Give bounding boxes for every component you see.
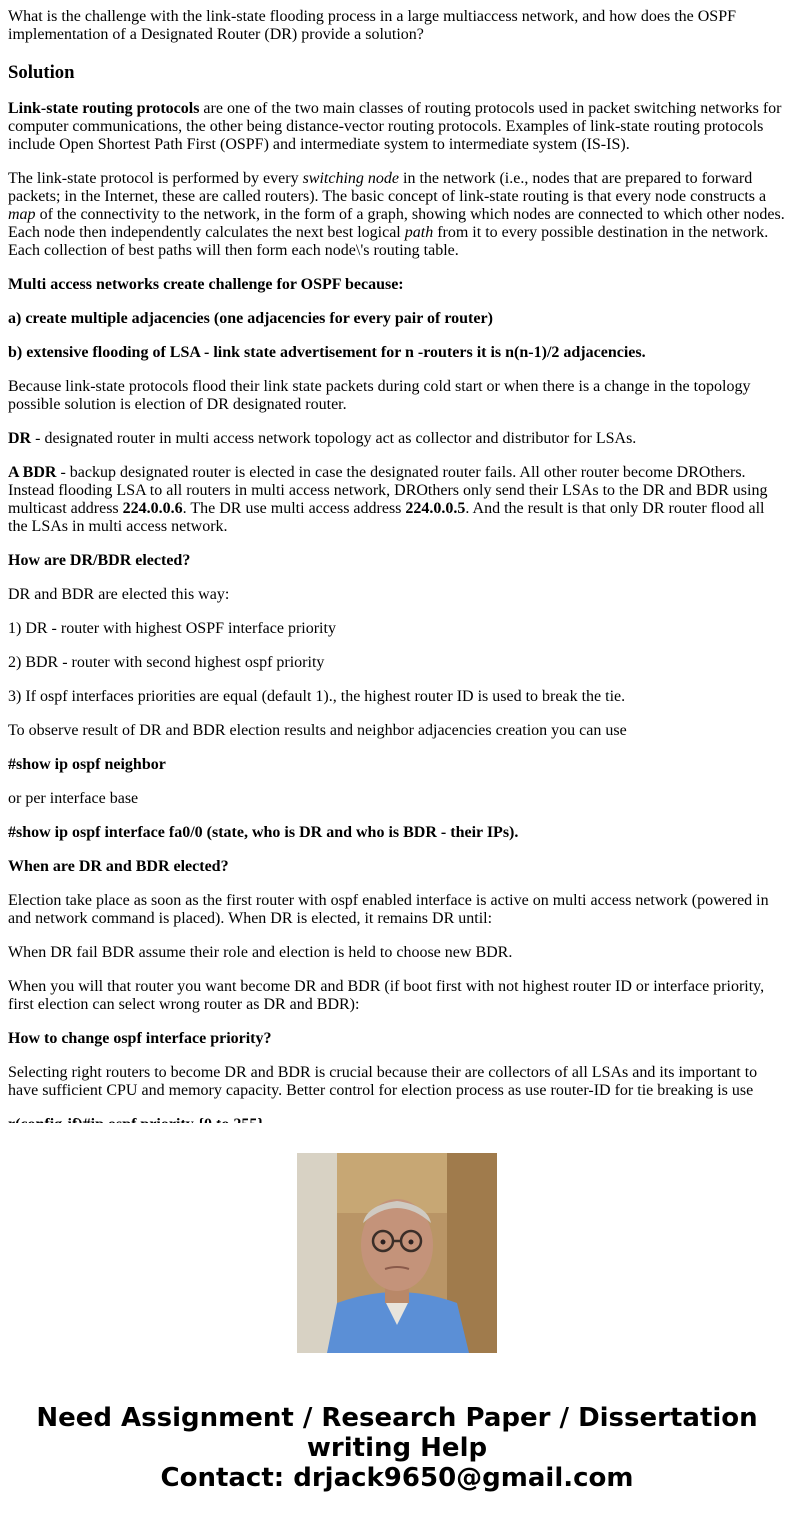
intro-paragraph xyxy=(8,100,786,154)
intro-bold: Link-state routing protocols xyxy=(8,100,200,117)
dr-bold: DR xyxy=(8,430,32,447)
concept-g: from it to every possible destination in the network. Each collection of best paths will then form each node\'s routing table. xyxy=(8,224,769,259)
multi-access-heading xyxy=(8,276,786,294)
concept-switching-node: switching node xyxy=(302,170,400,187)
election-paragraph: Election take place as soon as the first router with ospf enabled interface is active on multi access network (powered in and network command is placed). When DR is elected, it remains DR until: xyxy=(8,892,769,927)
bdr-text-3: . And the result is that only DR router flood all the LSAs in multi access network. xyxy=(8,500,765,535)
concept-e: of the connectivity to the network, in the form of a graph, showing which nodes are connected to which other nodes. Each node then independently calculates the next best logical xyxy=(8,206,785,241)
when-elected-heading xyxy=(8,858,786,876)
multi-access-heading-text: Multi access networks create challenge for OSPF because: xyxy=(8,276,404,293)
command-interface-text: #show ip ospf interface fa0/0 (state, who is DR and who is BDR - their IPs). xyxy=(8,824,519,841)
question-text: What is the challenge with the link-state flooding process in a large multiaccess network, and how does the OSPF implementation of a Designated Router (DR) provide a solution? xyxy=(8,8,736,43)
per-interface-text: or per interface base xyxy=(8,790,139,807)
point-a xyxy=(8,310,786,328)
bdr-bold: A BDR xyxy=(8,464,57,481)
when-you-paragraph: When you will that router you want become DR and BDR (if boot first with not highest router ID or interface priority, first election can select wrong router as DR and BDR): xyxy=(8,978,765,1013)
bdr-text-2: . The DR use multi access address xyxy=(182,500,406,517)
concept-map: map xyxy=(8,206,36,223)
command-interface xyxy=(8,824,786,842)
concept-a: The link-state protocol is performed by every xyxy=(8,170,303,187)
contact-line-1: Need Assignment / Research Paper / Dissertation xyxy=(36,1403,758,1433)
article-content xyxy=(8,8,786,1123)
point-a-text: a) create multiple adjacencies (one adjacencies for every pair of router) xyxy=(8,310,493,327)
concept-c: in the network (i.e., nodes that are prepared to forward packets; in the Internet, these are called routers). The basic concept of link-state routing is that every node constructs a xyxy=(8,170,767,205)
point-b xyxy=(8,344,786,362)
contact-banner xyxy=(0,1403,794,1493)
author-portrait-image xyxy=(297,1153,497,1353)
how-elected-heading xyxy=(8,552,786,570)
bdr-text-1: - backup designated router is elected in case the designated router fails. All other router become DROthers. Instead flooding LSA to all routers in multi access network, DROthers only send their LSAs to the DR and BDR using multicast address xyxy=(8,464,768,517)
rule-2: 2) BDR - router with second highest ospf priority xyxy=(8,654,325,671)
point-b-text: b) extensive flooding of LSA - link state advertisement for n -routers it is n(n-1)/2 adjacencies. xyxy=(8,344,646,361)
bdr-paragraph xyxy=(8,464,786,536)
contact-line-2: writing Help xyxy=(306,1433,488,1463)
dr-rest: - designated router in multi access network topology act as collector and distributor for LSAs. xyxy=(31,430,637,447)
when-elected-heading-text: When are DR and BDR elected? xyxy=(8,858,229,875)
because-paragraph: Because link-state protocols flood their link state packets during cold start or when there is a change in the topology possible solution is election of DR designated router. xyxy=(8,378,751,413)
author-avatar xyxy=(297,1153,497,1353)
selecting-paragraph: Selecting right routers to become DR and BDR is crucial because their are collectors of all LSAs and its important to have sufficient CPU and memory capacity. Better control for election process as use router-ID for tie breaking is use xyxy=(8,1064,758,1099)
multicast-address-all: 224.0.0.5 xyxy=(405,500,466,517)
contact-email: Contact: drjack9650@gmail.com xyxy=(160,1463,634,1493)
rule-3: 3) If ospf interfaces priorities are equal (default 1)., the highest router ID is used to break the tie. xyxy=(8,688,626,705)
concept-paragraph xyxy=(8,170,786,260)
dr-fail-paragraph: When DR fail BDR assume their role and election is held to choose new BDR. xyxy=(8,944,513,961)
intro-rest: are one of the two main classes of routing protocols used in packet switching networks for computer communications, the other being distance-vector routing protocols. Examples of link-state routing protocols include Open Shortest Path First (OSPF) and intermediate system to intermediate system (IS-IS). xyxy=(8,100,782,153)
change-priority-heading-text: How to change ospf interface priority? xyxy=(8,1030,272,1047)
promo-section xyxy=(0,1123,794,1523)
command-neighbor xyxy=(8,756,786,774)
dr-paragraph xyxy=(8,430,786,448)
rule-1: 1) DR - router with highest OSPF interface priority xyxy=(8,620,336,637)
how-elected-heading-text: How are DR/BDR elected? xyxy=(8,552,191,569)
observe-paragraph: To observe result of DR and BDR election results and neighbor adjacencies creation you can use xyxy=(8,722,627,739)
multicast-address-dr-bdr: 224.0.0.6 xyxy=(122,500,183,517)
command-neighbor-text: #show ip ospf neighbor xyxy=(8,756,166,773)
elected-intro: DR and BDR are elected this way: xyxy=(8,586,230,603)
solution-heading: Solution xyxy=(8,62,75,83)
concept-path: path xyxy=(404,224,434,241)
change-priority-heading xyxy=(8,1030,786,1048)
